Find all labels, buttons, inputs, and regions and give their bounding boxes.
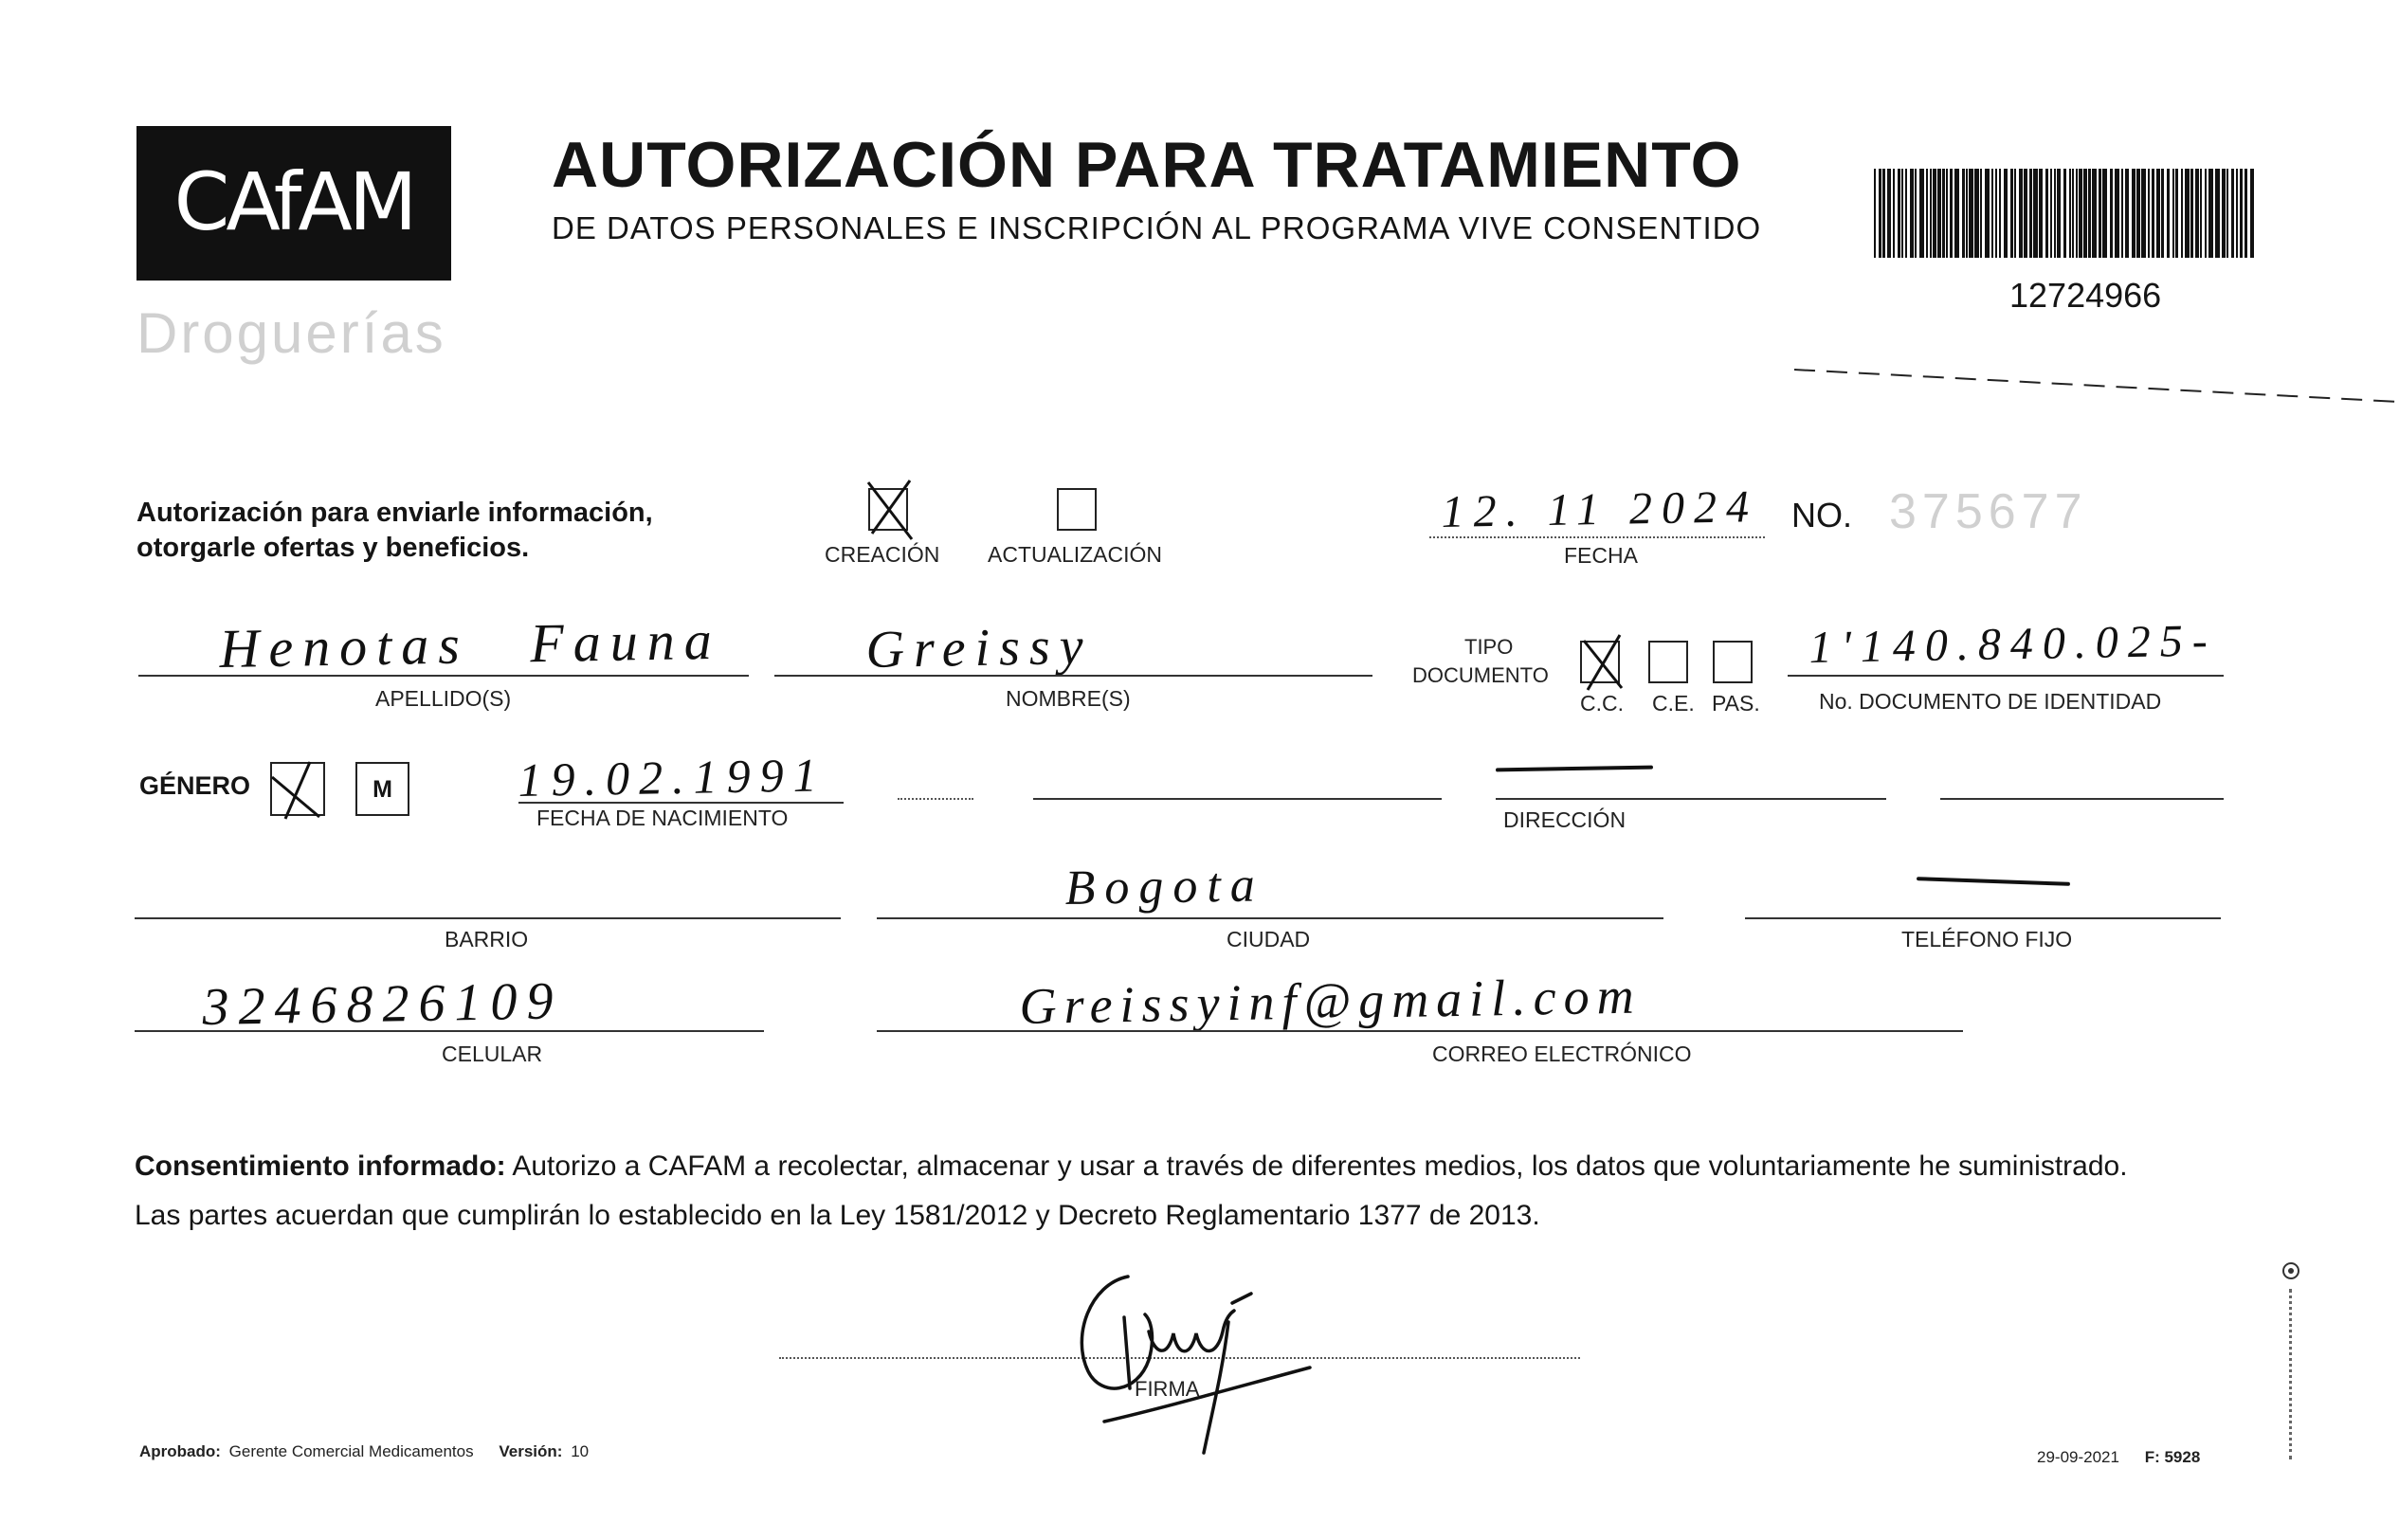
authorization-statement-line2: otorgarle ofertas y beneficios. bbox=[136, 533, 530, 563]
barcode-bar bbox=[2141, 169, 2146, 258]
date-line bbox=[1429, 536, 1765, 538]
actualizacion-checkbox bbox=[1057, 488, 1097, 531]
barcode-bar bbox=[1985, 169, 1990, 258]
footer-meta bbox=[2037, 1449, 2200, 1465]
consent-text-1: Autorizo a CAFAM a recolectar, almacenar y usar a través de diferentes medios, los datos que voluntariamente he suministrado. bbox=[512, 1150, 2128, 1182]
genero-m-checkbox bbox=[355, 762, 409, 816]
barcode-bar bbox=[2088, 169, 2091, 258]
barcode-bar bbox=[2215, 169, 2220, 258]
barcode-bar bbox=[2156, 169, 2160, 258]
creacion-label: CREACIÓN bbox=[825, 542, 940, 567]
barcode-bar bbox=[2125, 169, 2129, 258]
numero-documento-label: No. DOCUMENTO DE IDENTIDAD bbox=[1819, 689, 2162, 714]
direccion-label: DIRECCIÓN bbox=[1503, 807, 1627, 832]
barcode-bar bbox=[1991, 169, 1993, 258]
barcode-bar bbox=[1898, 169, 1900, 258]
barcode-bar bbox=[1919, 169, 1924, 258]
barcode-bar bbox=[1901, 169, 1903, 258]
form-subtitle: DE DATOS PERSONALES E INSCRIPCIÓN AL PROGRAMA VIVE CONSENTIDO bbox=[552, 210, 1762, 245]
creacion-checkbox bbox=[868, 488, 908, 531]
nombres-label: NOMBRE(S) bbox=[1006, 686, 1131, 711]
barcode-bar bbox=[2033, 169, 2038, 258]
barcode-bar bbox=[1954, 169, 1959, 258]
ciudad-label: CIUDAD bbox=[1227, 927, 1311, 951]
genero-m-label: M bbox=[373, 776, 392, 803]
barcode-bar bbox=[2231, 169, 2234, 258]
celular-line bbox=[135, 1030, 764, 1032]
direccion-line-2 bbox=[1033, 798, 1442, 800]
barcode-bar bbox=[2161, 169, 2164, 258]
footer-approval bbox=[139, 1443, 589, 1459]
handwritten-signature bbox=[1062, 1265, 1318, 1455]
direccion-line-4 bbox=[1940, 798, 2224, 800]
approved-value: Gerente Comercial Medicamentos bbox=[228, 1442, 474, 1460]
barcode-bar bbox=[2050, 169, 2052, 258]
genero-f-checkbox bbox=[270, 762, 325, 816]
barcode-bar bbox=[2072, 169, 2074, 258]
barcode-bar bbox=[2175, 169, 2178, 258]
number-label: NO. bbox=[1791, 496, 1853, 534]
genero-label: GÉNERO bbox=[139, 771, 251, 800]
barcode-bar bbox=[2121, 169, 2123, 258]
fecha-nacimiento-label: FECHA DE NACIMIENTO bbox=[536, 806, 789, 830]
barcode-bar bbox=[2069, 169, 2071, 258]
version-value: 10 bbox=[571, 1442, 590, 1460]
cafam-logo bbox=[136, 126, 451, 281]
correo-line bbox=[877, 1030, 1963, 1032]
barcode-bar bbox=[2240, 169, 2243, 258]
barcode-number: 12724966 bbox=[2009, 276, 2162, 315]
footer-date: 29-09-2021 bbox=[2037, 1448, 2119, 1466]
cc-checkbox bbox=[1580, 641, 1620, 683]
barcode-bar bbox=[1999, 169, 2001, 258]
numero-documento-value: 1'140.840.025- bbox=[1808, 615, 2218, 673]
barcode-bar bbox=[2136, 169, 2140, 258]
barcode-bar bbox=[1946, 169, 1948, 258]
ce-checkbox bbox=[1648, 641, 1688, 683]
number-value: 375677 bbox=[1889, 484, 2088, 539]
authorization-statement-line1: Autorización para enviarle información, bbox=[136, 498, 653, 528]
barcode-bar bbox=[2226, 169, 2228, 258]
version-label: Versión: bbox=[499, 1442, 563, 1460]
barcode-bar bbox=[1969, 169, 1973, 258]
barcode-bar bbox=[2222, 169, 2226, 258]
barcode-bar bbox=[2029, 169, 2032, 258]
barcode-bar bbox=[1874, 169, 1876, 258]
barcode-bar bbox=[1950, 169, 1953, 258]
barcode-bar bbox=[2236, 169, 2238, 258]
telefono-blank-stroke bbox=[1917, 877, 2070, 886]
date-value: 12. 11 2024 bbox=[1441, 481, 1759, 537]
barcode-bar bbox=[1879, 169, 1881, 258]
consent-line-2: Las partes acuerdan que cumplirán lo establecido en la Ley 1581/2012 y Decreto Reglamentario 1377 de 2013. bbox=[135, 1200, 1540, 1231]
barcode-bar bbox=[2004, 169, 2008, 258]
barcode-bar bbox=[1930, 169, 1932, 258]
barcode-bar bbox=[2076, 169, 2078, 258]
barrio-label: BARRIO bbox=[445, 927, 529, 951]
barcode-bar bbox=[1905, 169, 1907, 258]
barcode-bar bbox=[2057, 169, 2061, 258]
ciudad-line bbox=[877, 917, 1663, 919]
cut-dashed-line bbox=[1794, 360, 2399, 408]
barcode-bar bbox=[2205, 169, 2207, 258]
cc-label: C.C. bbox=[1580, 691, 1624, 716]
actualizacion-label: ACTUALIZACIÓN bbox=[988, 542, 1163, 567]
barcode-bar bbox=[1937, 169, 1941, 258]
fecha-nacimiento-value: 19.02.1991 bbox=[518, 748, 827, 806]
approved-label: Aprobado: bbox=[139, 1442, 221, 1460]
nombres-line bbox=[774, 675, 1372, 677]
barcode-bar bbox=[2045, 169, 2048, 258]
barcode-bar bbox=[1926, 169, 1928, 258]
telefono-fijo-label: TELÉFONO FIJO bbox=[1901, 927, 2073, 951]
barcode-bar bbox=[2181, 169, 2183, 258]
barcode-bar bbox=[2079, 169, 2082, 258]
logo-subtitle: Droguerías bbox=[136, 301, 446, 365]
barcode-bar bbox=[1942, 169, 1945, 258]
barcode-bar bbox=[2099, 169, 2101, 258]
direccion-line-1 bbox=[898, 798, 973, 800]
barcode-bar bbox=[1893, 169, 1895, 258]
barcode-bar bbox=[2010, 169, 2013, 258]
barcode-bar bbox=[2172, 169, 2174, 258]
barcode-bar bbox=[1980, 169, 1982, 258]
barcode-bar bbox=[2185, 169, 2190, 258]
logo-text: CAfAM bbox=[173, 155, 414, 248]
tipo-documento-label-1: TIPO bbox=[1464, 635, 1514, 659]
barcode-bar bbox=[2110, 169, 2113, 258]
barcode-bar bbox=[2132, 169, 2135, 258]
barcode-bar bbox=[1933, 169, 1936, 258]
barcode-bar bbox=[2102, 169, 2107, 258]
apellidos-value: Henotas Fauna bbox=[218, 608, 722, 679]
barcode-bar bbox=[2115, 169, 2119, 258]
direccion-line-3 bbox=[1496, 798, 1886, 800]
printer-imprint-icon bbox=[2281, 1260, 2301, 1281]
signature-label: FIRMA bbox=[1135, 1377, 1200, 1401]
barcode-bar bbox=[1915, 169, 1917, 258]
barcode-bar bbox=[2092, 169, 2097, 258]
barcode-bar bbox=[1966, 169, 1968, 258]
form-title: AUTORIZACIÓN PARA TRATAMIENTO bbox=[552, 129, 1742, 201]
barcode-bar bbox=[2200, 169, 2202, 258]
barcode-bar bbox=[2014, 169, 2016, 258]
barcode-bar bbox=[1910, 169, 1914, 258]
barcode-bar bbox=[2148, 169, 2150, 258]
barcode-bar bbox=[2152, 169, 2154, 258]
telefono-fijo-line bbox=[1745, 917, 2221, 919]
barcode-bar bbox=[1995, 169, 1997, 258]
form-code: F: 5928 bbox=[2144, 1448, 2201, 1466]
ce-label: C.E. bbox=[1652, 691, 1695, 716]
barcode-bar bbox=[2190, 169, 2193, 258]
barcode-bar bbox=[1882, 169, 1885, 258]
tipo-documento-label-2: DOCUMENTO bbox=[1412, 663, 1549, 687]
celular-label: CELULAR bbox=[442, 1042, 543, 1066]
fecha-nacimiento-line bbox=[518, 802, 844, 804]
barcode-bar bbox=[2208, 169, 2213, 258]
barcode-bar bbox=[2024, 169, 2027, 258]
apellidos-line bbox=[138, 675, 749, 677]
barcode-bar bbox=[2245, 169, 2247, 258]
correo-value: Greissyinf@gmail.com bbox=[1019, 967, 1643, 1035]
barcode-bar bbox=[2039, 169, 2043, 258]
pas-label: PAS. bbox=[1712, 691, 1760, 716]
printer-imprint-strip bbox=[2289, 1289, 2292, 1459]
barcode-bar bbox=[1962, 169, 1965, 258]
nombres-value: Greissy bbox=[864, 616, 1094, 679]
apellidos-label: APELLIDO(S) bbox=[375, 686, 512, 711]
direccion-blank-stroke bbox=[1496, 766, 1653, 772]
consent-line-1 bbox=[135, 1152, 2128, 1181]
correo-label: CORREO ELECTRÓNICO bbox=[1432, 1042, 1692, 1066]
check-mark bbox=[861, 477, 919, 547]
barcode bbox=[1874, 169, 2254, 258]
celular-value: 3246826109 bbox=[201, 971, 563, 1037]
barcode-bar bbox=[2019, 169, 2023, 258]
ciudad-value: Bogota bbox=[1064, 858, 1265, 915]
barcode-bar bbox=[2167, 169, 2170, 258]
barcode-bar bbox=[2250, 169, 2254, 258]
barcode-bar bbox=[1887, 169, 1891, 258]
barcode-bar bbox=[2195, 169, 2199, 258]
barcode-bar bbox=[2063, 169, 2066, 258]
barrio-line bbox=[135, 917, 841, 919]
date-label: FECHA bbox=[1564, 543, 1638, 568]
barcode-bar bbox=[2054, 169, 2056, 258]
check-mark bbox=[263, 756, 329, 824]
barcode-bar bbox=[1974, 169, 1979, 258]
pas-checkbox bbox=[1713, 641, 1753, 683]
barcode-bar bbox=[2083, 169, 2087, 258]
consent-heading: Consentimiento informado: bbox=[135, 1150, 506, 1182]
check-mark bbox=[1574, 633, 1633, 699]
numero-documento-line bbox=[1788, 675, 2224, 677]
